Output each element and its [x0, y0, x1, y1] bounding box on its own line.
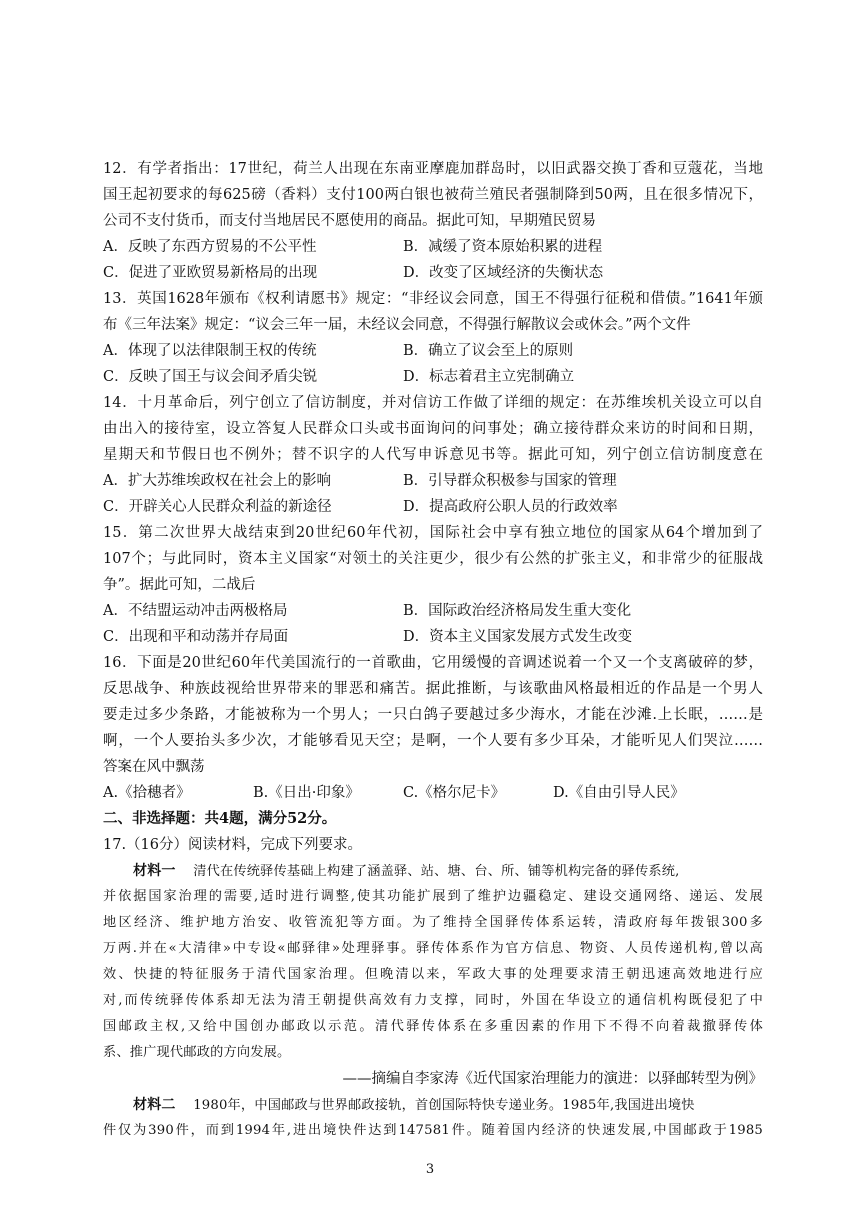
q13-option-b: B．确立了议会至上的原则 — [403, 343, 574, 359]
material-2-first-line — [133, 1095, 763, 1116]
q13-option-c: C．反映了国王与议会间矛盾尖锐 — [103, 369, 318, 385]
material-1-first-line — [133, 861, 763, 882]
material-2-line-2: 件仅为390件，而到1994年,进出境快件达到147581件。随着国内经济的快速发展,中国邮政于1985 — [103, 1123, 763, 1138]
q12-line-3: 公司不支付货币，而支付当地居民不愿使用的商品。据此可知，早期殖民贸易 — [103, 213, 596, 229]
q13-option-d: D．标志着君主立宪制确立 — [403, 369, 575, 385]
material-1-line-1: 清代在传统驿传基础上构建了涵盖驿、站、塘、台、所、铺等机构完备的驿传系统, — [193, 864, 680, 879]
material-1-label: 材料一 — [133, 863, 176, 879]
q15-line-2: 107个；与此同时，资本主义国家“对领土的关注更少，很少有公然的扩张主义，和非常少的征服战 — [103, 551, 763, 567]
q14-line-3: 星期天和节假日也不例外；替不识字的人代写申诉意见书等。据此可知，列宁创立信访制度意在 — [103, 447, 763, 463]
material-2-label: 材料二 — [133, 1097, 176, 1113]
q15-option-b: B．国际政治经济格局发生重大变化 — [403, 603, 632, 619]
q15-line-1: 15．第二次世界大战结束到20世纪60年代初，国际社会中享有独立地位的国家从64个增加到了 — [103, 525, 763, 541]
q16-line-5: 答案在风中飘荡 — [103, 759, 205, 775]
q12-line-2: 国王起初要求的每625磅（香料）支付100两白银也被荷兰殖民者强制降到50两，且在很多情况下， — [103, 187, 763, 203]
material-1-line-2: 并依据国家治理的需要,适时进行调整,使其功能扩展到了维护边疆稳定、建设交通网络、递运、发展 — [103, 889, 763, 904]
q15-option-a: A．不结盟运动冲击两极格局 — [103, 603, 288, 619]
q14-option-b: B．引导群众积极参与国家的管理 — [403, 473, 617, 489]
material-1-line-7: 国邮政主权,又给中国创办邮政以示范。清代驿传体系在多重因素的作用下不得不向着裁撤驿传体 — [103, 1019, 763, 1034]
q13-option-a: A．体现了以法律限制王权的传统 — [103, 343, 317, 359]
q16-option-c: C.《格尔尼卡》 — [403, 785, 506, 801]
material-2-line-1: 1980年，中国邮政与世界邮政接轨，首创国际特快专递业务。1985年,我国进出境快 — [193, 1098, 695, 1113]
q16-line-3: 要走过多少条路，才能被称为一个男人；一只白鸽子要越过多少海水，才能在沙滩.上长眠，……是 — [103, 707, 763, 723]
q15-option-c: C．出现和平和动荡并存局面 — [103, 629, 289, 645]
q16-option-a: A.《拾穗者》 — [103, 785, 191, 801]
q16-option-b: B.《日出·印象》 — [253, 785, 360, 801]
page-number: 3 — [425, 1162, 435, 1177]
q16-line-4: 啊，一个人要抬头多少次，才能够看见天空；是啊，一个人要有多少耳朵，才能听见人们哭泣…… — [103, 733, 763, 749]
q12-option-c: C．促进了亚欧贸易新格局的出现 — [103, 265, 318, 281]
q17-intro: 17.（16分）阅读材料，完成下列要求。 — [103, 837, 363, 853]
q16-option-d: D.《自由引导人民》 — [553, 785, 685, 801]
q15-option-d: D．资本主义国家发展方式发生改变 — [403, 629, 633, 645]
q14-option-d: D．提高政府公职人员的行政效率 — [403, 499, 618, 515]
material-1-line-3: 地区经济、维护地方治安、收管流犯等方面。为了维持全国驿传体系运转，清政府每年拨银300多 — [103, 915, 763, 930]
q14-line-2: 由出入的接待室，设立答复人民群众口头或书面询问的问事处；确立接待群众来访的时间和日期， — [103, 421, 763, 437]
q12-option-b: B．减缓了资本原始积累的进程 — [403, 239, 603, 255]
material-1-line-4: 万两.并在«大清律»中专设«邮驿律»处理驿事。驿传体系作为官方信息、物资、人员传递机构,曾以高 — [103, 941, 763, 956]
q14-option-a: A．扩大苏维埃政权在社会上的影响 — [103, 473, 331, 489]
q14-option-c: C．开辟关心人民群众利益的新途径 — [103, 499, 332, 515]
q13-line-1: 13．英国1628年颁布《权利请愿书》规定：“非经议会同意，国王不得强行征税和借债。”1641年颁 — [103, 291, 763, 307]
material-1-line-8: 系、推广现代邮政的方向发展。 — [103, 1045, 291, 1060]
q12-option-d: D．改变了区域经济的失衡状态 — [403, 265, 604, 281]
q15-line-3: 争”。据此可知，二战后 — [103, 577, 256, 593]
q14-line-1: 14．十月革命后，列宁创立了信访制度，并对信访工作做了详细的规定：在苏维埃机关设立可以自 — [103, 395, 763, 411]
q12-line-1: 12．有学者指出：17世纪，荷兰人出现在东南亚摩鹿加群岛时，以旧武器交换丁香和豆蔻花，当地 — [103, 161, 763, 177]
material-1-source: ——摘编自李家涛《近代国家治理能力的演进：以驿邮转型为例》 — [342, 1071, 763, 1087]
section-2-heading: 二、非选择题：共4题，满分52分。 — [103, 810, 337, 827]
material-1-line-5: 效、快捷的特征服务于清代国家治理。但晚清以来，军政大事的处理要求清王朝迅速高效地进行应 — [103, 967, 763, 982]
q13-line-2: 布《三年法案》规定：“议会三年一届，未经议会同意，不得强行解散议会或休会。”两个文件 — [103, 317, 691, 333]
q16-line-1: 16．下面是20世纪60年代美国流行的一首歌曲，它用缓慢的音调述说着一个又一个支离破碎的梦， — [103, 655, 763, 671]
material-1-line-6: 对,而传统驿传体系却无法为清王朝提供高效有力支撑，同时，外国在华设立的通信机构既侵犯了中 — [103, 993, 763, 1008]
q16-line-2: 反思战争、种族歧视给世界带来的罪恶和痛苦。据此推断，与该歌曲风格最相近的作品是一个男人 — [103, 681, 763, 697]
q12-option-a: A．反映了东西方贸易的不公平性 — [103, 239, 317, 255]
